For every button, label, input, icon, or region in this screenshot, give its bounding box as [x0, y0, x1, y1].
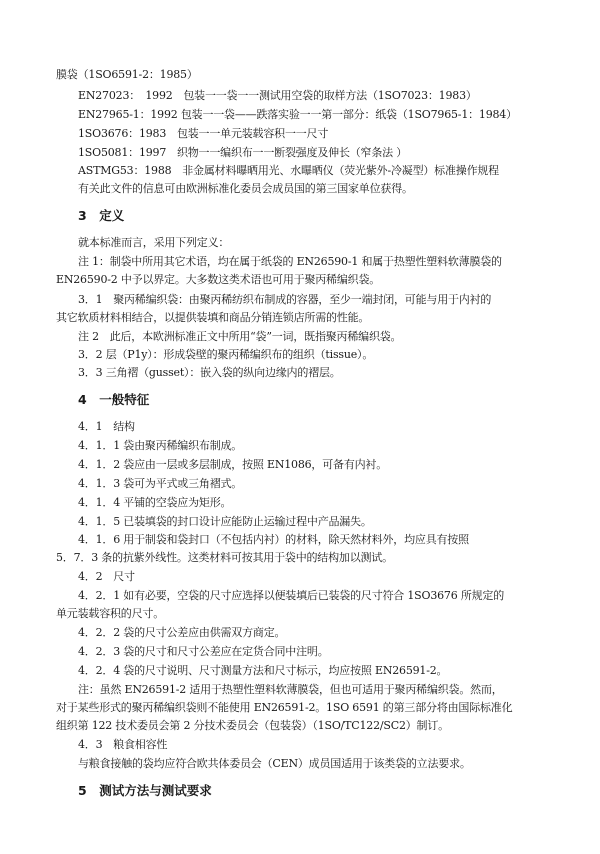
text-line: 4．1．6 用于制袋和袋封口（不包括内衬）的材料，除天然材料外，均应具有按照	[78, 533, 469, 546]
text-line: 3．1 聚丙稀编织袋：由聚丙稀纺织布制成的容器，至少一端封闭，可能与用于内衬的	[78, 293, 492, 306]
text-line: 4．2．1 如有必要，空袋的尺寸应选择以便装填后已装袋的尺寸符合 1SO3676 所规定的	[78, 589, 505, 602]
text-line: 4．1 结构	[78, 420, 135, 433]
text-line: 与粮食接触的袋均应符合欧共体委员会（CEN）成员国适用于该类袋的立法要求。	[78, 757, 471, 770]
text-line: 注 2 此后，本欧洲标准正文中所用“袋”一词，既指聚丙稀编织袋。	[78, 330, 402, 343]
text-line: 4．1．1 袋由聚丙稀编织布制成。	[78, 439, 243, 452]
text-line: 其它软质材料相结合，以提供装填和商品分销连锁店所需的性能。	[56, 311, 370, 324]
text-line: 4．3 粮食相容性	[78, 738, 168, 751]
text-line: EN27965-1：1992 包装一一袋——跌落实验一一第一部分：纸袋（1SO7965-1：1984）	[78, 108, 517, 121]
text-line: 有关此文件的信息可由欧洲标准化委员会成员国的第三国家单位获得。	[78, 182, 413, 195]
text-line: 组织第 122 技术委员会第 2 分技术委员会（包装袋）（1SO/TC122/SC2）制订。	[56, 719, 449, 732]
text-line: 4．2．3 袋的尺寸和尺寸公差应在定货合同中注明。	[78, 645, 329, 658]
text-line: 1SO3676：1983 包装一一单元装载容积一一尺寸	[78, 127, 329, 140]
text-line: 5．7．3 条的抗紫外线性。这类材料可按其用于袋中的结构加以测试。	[56, 551, 393, 564]
text-line: 单元装载容积的尺寸。	[56, 607, 164, 620]
text-line: 注：虽然 EN26591-2 适用于热塑性塑料软薄膜袋，但也可适用于聚丙稀编织袋。然而，	[78, 683, 503, 696]
text-line: EN27023： 1992 包装一一袋一一测试用空袋的取样方法（1SO7023：1983）	[78, 89, 477, 102]
text-line: ASTMG53：1988 非金属材料曝晒用光、水曝晒仪（荧光紫外-冷凝型）标准操作规程	[78, 164, 499, 177]
section-heading: 3 定义	[78, 208, 125, 223]
text-line: 4．2 尺寸	[78, 570, 135, 583]
text-line: EN26590-2 中予以界定。大多数这类术语也可用于聚丙稀编织袋。	[56, 273, 381, 286]
text-line: 4．2．2 袋的尺寸公差应由供需双方商定。	[78, 626, 286, 639]
text-line: 4．1．5 已装填袋的封口设计应能防止运输过程中产品漏失。	[78, 515, 372, 528]
text-line: 4．1．3 袋可为平式或三角褶式。	[78, 477, 243, 490]
text-line: 膜袋（1SO6591-2：1985）	[56, 68, 198, 81]
text-line: 就本标准而言，采用下列定义：	[78, 236, 230, 249]
section-heading: 4 一般特征	[78, 392, 150, 407]
text-line: 4．1．2 袋应由一层或多层制成，按照 EN1086，可备有内衬。	[78, 458, 388, 471]
text-line: 1SO5081：1997 织物一一编织布一一断裂强度及伸长（窄条法 ）	[78, 146, 408, 159]
text-line: 4．2．4 袋的尺寸说明、尺寸测量方法和尺寸标示，均应按照 EN26591-2。	[78, 664, 448, 677]
text-line: 4．1．4 平铺的空袋应为矩形。	[78, 496, 232, 509]
text-line: 3．3 三角褶（gusset）：嵌入袋的纵向边缘内的褶层。	[78, 366, 341, 379]
section-heading: 5 测试方法与测试要求	[78, 783, 212, 798]
text-line: 注 1：制袋中所用其它术语，均在属于纸袋的 EN26590-1 和属于热塑性塑料软薄膜袋的	[78, 255, 502, 268]
text-line: 3．2 层（P1y）：形成袋壁的聚丙稀编织布的组织（tissue）。	[78, 348, 374, 361]
text-line: 对于某些形式的聚丙稀编织袋则不能使用 EN26591-2。1SO 6591 的第三部分将由国际标准化	[56, 701, 513, 714]
